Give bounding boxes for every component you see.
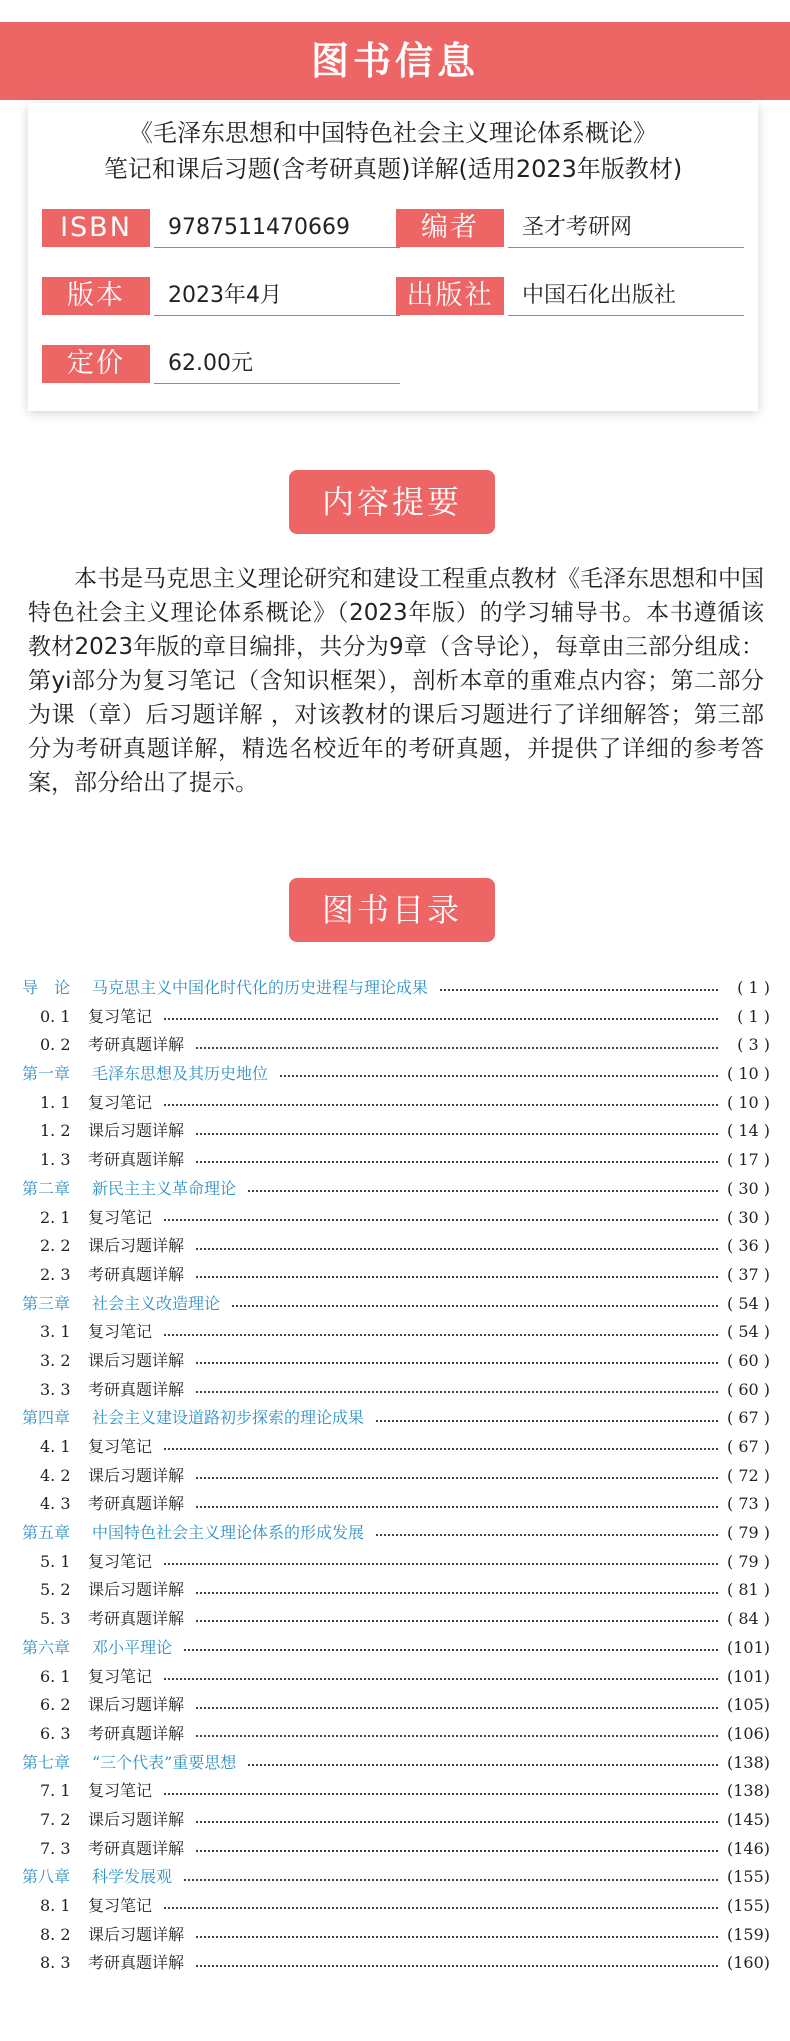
toc-number: 4. 2 (40, 1465, 71, 1485)
toc-page: ( 30 ) (726, 1178, 770, 1198)
toc-section-row (22, 1347, 770, 1376)
toc-leader-dots (196, 1391, 718, 1393)
book-info-card (28, 103, 758, 411)
toc-chapter-row (22, 1290, 770, 1319)
toc-number: 6. 2 (40, 1695, 71, 1715)
toc-title: 复习笔记 (88, 1781, 153, 1801)
toc-heading: 图书目录 (289, 878, 495, 942)
toc-leader-dots (184, 1879, 718, 1881)
toc-title: 考研真题详解 (88, 1150, 185, 1170)
book-title (28, 115, 758, 187)
toc-leader-dots (164, 1563, 718, 1565)
toc-number: 3. 1 (40, 1322, 71, 1342)
toc-section-row (22, 1117, 770, 1146)
toc-number: 1. 1 (40, 1092, 71, 1112)
toc-page: ( 67 ) (726, 1408, 770, 1428)
toc-number: 导 论 (22, 978, 71, 997)
isbn-value: 9787511470669 (168, 215, 350, 240)
toc-section-row (22, 1548, 770, 1577)
price-field (42, 345, 400, 383)
toc-title: 复习笔记 (88, 1666, 153, 1686)
toc-title: 课后习题详解 (88, 1924, 185, 1944)
toc-section-row (22, 1777, 770, 1806)
toc-section-row (22, 1204, 770, 1233)
toc-title: 考研真题详解 (88, 1723, 185, 1743)
toc-section-row (22, 1605, 770, 1634)
toc-title: 课后习题详解 (88, 1580, 185, 1600)
toc-section-row (22, 1003, 770, 1032)
toc-page: ( 72 ) (726, 1465, 770, 1485)
toc-page: ( 84 ) (726, 1609, 770, 1629)
toc-number: 7. 2 (40, 1809, 71, 1829)
toc-title: 课后习题详解 (88, 1465, 185, 1485)
toc-page: ( 17 ) (726, 1150, 770, 1170)
toc-leader-dots (164, 1334, 718, 1336)
price-value: 62.00元 (168, 351, 253, 376)
toc-page: (155) (726, 1867, 770, 1887)
toc-number: 第一章 (22, 1064, 71, 1084)
publisher-value: 中国石化出版社 (522, 283, 677, 308)
toc-page: (106) (726, 1723, 770, 1743)
toc-page: ( 30 ) (726, 1207, 770, 1227)
publisher-field (396, 277, 746, 315)
toc-section-row (22, 1949, 770, 1978)
toc-page: ( 60 ) (726, 1379, 770, 1399)
toc-section-row (22, 1232, 770, 1261)
toc-title: 考研真题详解 (88, 1264, 185, 1284)
toc-title: 科学发展观 (92, 1867, 173, 1887)
toc-page: ( 3 ) (737, 1035, 770, 1055)
toc-title: 复习笔记 (88, 1551, 153, 1571)
toc-section-row (22, 1490, 770, 1519)
toc-chapter-row (22, 1634, 770, 1663)
toc-title: 复习笔记 (88, 1322, 153, 1342)
toc-title: 课后习题详解 (88, 1121, 185, 1141)
toc-page: (159) (726, 1924, 770, 1944)
toc-number: 4. 3 (40, 1494, 71, 1514)
toc-chapter-row (22, 1404, 770, 1433)
toc-page: ( 37 ) (726, 1264, 770, 1284)
toc-page: (138) (726, 1752, 770, 1772)
toc-leader-dots (196, 1276, 718, 1278)
toc-title: 考研真题详解 (88, 1035, 185, 1055)
toc-title: 社会主义建设道路初步探索的理论成果 (92, 1408, 365, 1428)
toc-page: ( 1 ) (737, 978, 770, 997)
toc-title: 课后习题详解 (88, 1695, 185, 1715)
toc-page: (146) (726, 1838, 770, 1858)
toc-leader-dots (248, 1190, 718, 1192)
toc-number: 0. 1 (40, 1006, 71, 1026)
toc-section-row (22, 1835, 770, 1864)
toc-page: ( 14 ) (726, 1121, 770, 1141)
toc-number: 第三章 (22, 1293, 71, 1313)
toc-number: 8. 2 (40, 1924, 71, 1944)
toc-leader-dots (196, 1362, 718, 1364)
toc-leader-dots (196, 1477, 718, 1479)
toc-leader-dots (164, 1907, 718, 1909)
toc-title: 考研真题详解 (88, 1609, 185, 1629)
toc-section-row (22, 1720, 770, 1749)
toc-chapter-row (22, 1749, 770, 1778)
toc-leader-dots (196, 1707, 718, 1709)
toc-chapter-row (22, 974, 770, 1003)
toc-leader-dots (164, 1219, 718, 1221)
toc-leader-dots (164, 1104, 718, 1106)
toc-section-row (22, 1576, 770, 1605)
toc-title: 复习笔记 (88, 1207, 153, 1227)
toc-title: 复习笔记 (88, 1006, 153, 1026)
book-title-line1: 《毛泽东思想和中国特色社会主义理论体系概论》 (129, 119, 657, 147)
toc-section-row (22, 1376, 770, 1405)
toc-title: 考研真题详解 (88, 1953, 185, 1973)
toc-section-row (22, 1089, 770, 1118)
toc-chapter-row (22, 1060, 770, 1089)
editor-value: 圣才考研网 (522, 215, 633, 240)
toc-section-row (22, 1806, 770, 1835)
toc-title: 中国特色社会主义理论体系的形成发展 (92, 1523, 365, 1543)
toc-number: 5. 1 (40, 1551, 71, 1571)
toc-number: 6. 3 (40, 1723, 71, 1743)
toc-number: 2. 2 (40, 1236, 71, 1256)
toc-page: (155) (726, 1896, 770, 1915)
editor-label: 编者 (396, 209, 504, 247)
toc-chapter-row (22, 1519, 770, 1548)
toc-section-row (22, 1921, 770, 1950)
toc-number: 第五章 (22, 1523, 71, 1543)
toc-page: ( 10 ) (726, 1092, 770, 1112)
editor-field (396, 209, 746, 247)
toc-page: ( 54 ) (726, 1322, 770, 1342)
toc-page: ( 54 ) (726, 1293, 770, 1313)
toc-number: 第八章 (22, 1867, 71, 1887)
toc-page: ( 10 ) (726, 1064, 770, 1084)
toc-section-row (22, 1433, 770, 1462)
toc-number: 2. 3 (40, 1264, 71, 1284)
toc-section-row (22, 1261, 770, 1290)
toc-section-row (22, 1031, 770, 1060)
toc-number: 第六章 (22, 1637, 71, 1657)
toc-leader-dots (164, 1793, 718, 1795)
toc-number: 5. 3 (40, 1609, 71, 1629)
summary-text: 本书是马克思主义理论研究和建设工程重点教材《毛泽东思想和中国特色社会主义理论体系概论》（2023年版）的学习辅导书。本书遵循该教材2023年版的章目编排，共分为9章（含导论），每章由三部分组成：第yi部分为复习笔记（含知识框架），剖析本章的重难点内容；第二部分为课（章）后习题详解 ，对该教材的课后习题进行了详细解答；第三部分为考研真题详解，精选名校近年的考研真题，并提供了详细的参考答案，部分给出了提示。 (28, 566, 764, 796)
toc-number: 第四章 (22, 1408, 71, 1428)
toc-title: “三个代表”重要思想 (92, 1752, 237, 1772)
toc-leader-dots (376, 1420, 718, 1422)
toc-page: (160) (726, 1953, 770, 1973)
toc-leader-dots (196, 1506, 718, 1508)
toc-leader-dots (196, 1620, 718, 1622)
toc-title: 课后习题详解 (88, 1809, 185, 1829)
toc-title: 课后习题详解 (88, 1350, 185, 1370)
isbn-label: ISBN (42, 209, 150, 247)
toc-number: 8. 3 (40, 1953, 71, 1973)
toc-leader-dots (196, 1936, 718, 1938)
toc-title: 课后习题详解 (88, 1236, 185, 1256)
toc-leader-dots (280, 1075, 718, 1077)
toc-number: 7. 3 (40, 1838, 71, 1858)
toc-page: (145) (726, 1809, 770, 1829)
toc-leader-dots (196, 1248, 718, 1250)
toc-leader-dots (196, 1592, 718, 1594)
toc-section-row (22, 1318, 770, 1347)
toc-title: 考研真题详解 (88, 1838, 185, 1858)
toc-number: 8. 1 (40, 1896, 71, 1915)
toc-number: 第二章 (22, 1178, 71, 1198)
toc-leader-dots (440, 989, 718, 991)
toc-title: 复习笔记 (88, 1896, 153, 1915)
toc-title: 复习笔记 (88, 1092, 153, 1112)
toc-page: (138) (726, 1781, 770, 1801)
toc-leader-dots (196, 1821, 718, 1823)
toc-number: 1. 2 (40, 1121, 71, 1141)
toc-number: 5. 2 (40, 1580, 71, 1600)
table-of-contents (22, 974, 770, 1978)
toc-page: ( 79 ) (726, 1551, 770, 1571)
toc-title: 新民主主义革命理论 (92, 1178, 237, 1198)
publisher-label: 出版社 (396, 277, 504, 315)
toc-number: 7. 1 (40, 1781, 71, 1801)
price-label: 定价 (42, 345, 150, 383)
toc-section-row (22, 1146, 770, 1175)
toc-title: 考研真题详解 (88, 1379, 185, 1399)
toc-title: 社会主义改造理论 (92, 1293, 221, 1313)
edition-label: 版本 (42, 277, 150, 315)
toc-page: ( 1 ) (737, 1006, 770, 1026)
toc-leader-dots (164, 1018, 718, 1020)
toc-leader-dots (196, 1047, 718, 1049)
toc-page: ( 73 ) (726, 1494, 770, 1514)
toc-leader-dots (232, 1305, 718, 1307)
toc-page: (101) (726, 1666, 770, 1686)
toc-leader-dots (248, 1764, 718, 1766)
toc-title: 邓小平理论 (92, 1637, 173, 1657)
toc-page: (105) (726, 1695, 770, 1715)
toc-title: 毛泽东思想及其历史地位 (92, 1064, 269, 1084)
toc-page: ( 36 ) (726, 1236, 770, 1256)
toc-number: 1. 3 (40, 1150, 71, 1170)
toc-number: 2. 1 (40, 1207, 71, 1227)
toc-page: ( 60 ) (726, 1350, 770, 1370)
toc-leader-dots (184, 1649, 718, 1651)
edition-field (42, 277, 400, 315)
toc-page: (101) (726, 1637, 770, 1657)
toc-page: ( 81 ) (726, 1580, 770, 1600)
toc-leader-dots (196, 1965, 718, 1967)
toc-section-row (22, 1892, 770, 1921)
toc-leader-dots (196, 1133, 718, 1135)
toc-leader-dots (196, 1161, 718, 1163)
toc-title: 马克思主义中国化时代化的历史进程与理论成果 (92, 978, 429, 997)
toc-leader-dots (196, 1850, 718, 1852)
toc-page: ( 79 ) (726, 1523, 770, 1543)
toc-section-row (22, 1663, 770, 1692)
toc-chapter-row (22, 1863, 770, 1892)
toc-number: 3. 3 (40, 1379, 71, 1399)
isbn-field (42, 209, 400, 247)
toc-chapter-row (22, 1175, 770, 1204)
toc-leader-dots (196, 1735, 718, 1737)
toc-number: 第七章 (22, 1752, 71, 1772)
toc-leader-dots (164, 1678, 718, 1680)
summary-heading: 内容提要 (289, 470, 495, 534)
toc-page: ( 67 ) (726, 1437, 770, 1456)
toc-section-row (22, 1691, 770, 1720)
toc-number: 0. 2 (40, 1035, 71, 1055)
toc-leader-dots (164, 1448, 718, 1450)
page-title: 图书信息 (310, 39, 479, 83)
toc-number: 6. 1 (40, 1666, 71, 1686)
toc-number: 3. 2 (40, 1350, 71, 1370)
toc-number: 4. 1 (40, 1437, 71, 1456)
book-title-line2: 笔记和课后习题(含考研真题)详解(适用2023年版教材) (103, 155, 683, 183)
toc-leader-dots (376, 1534, 718, 1536)
edition-value: 2023年4月 (168, 283, 282, 308)
toc-title: 复习笔记 (88, 1437, 153, 1456)
toc-section-row (22, 1462, 770, 1491)
toc-title: 考研真题详解 (88, 1494, 185, 1514)
